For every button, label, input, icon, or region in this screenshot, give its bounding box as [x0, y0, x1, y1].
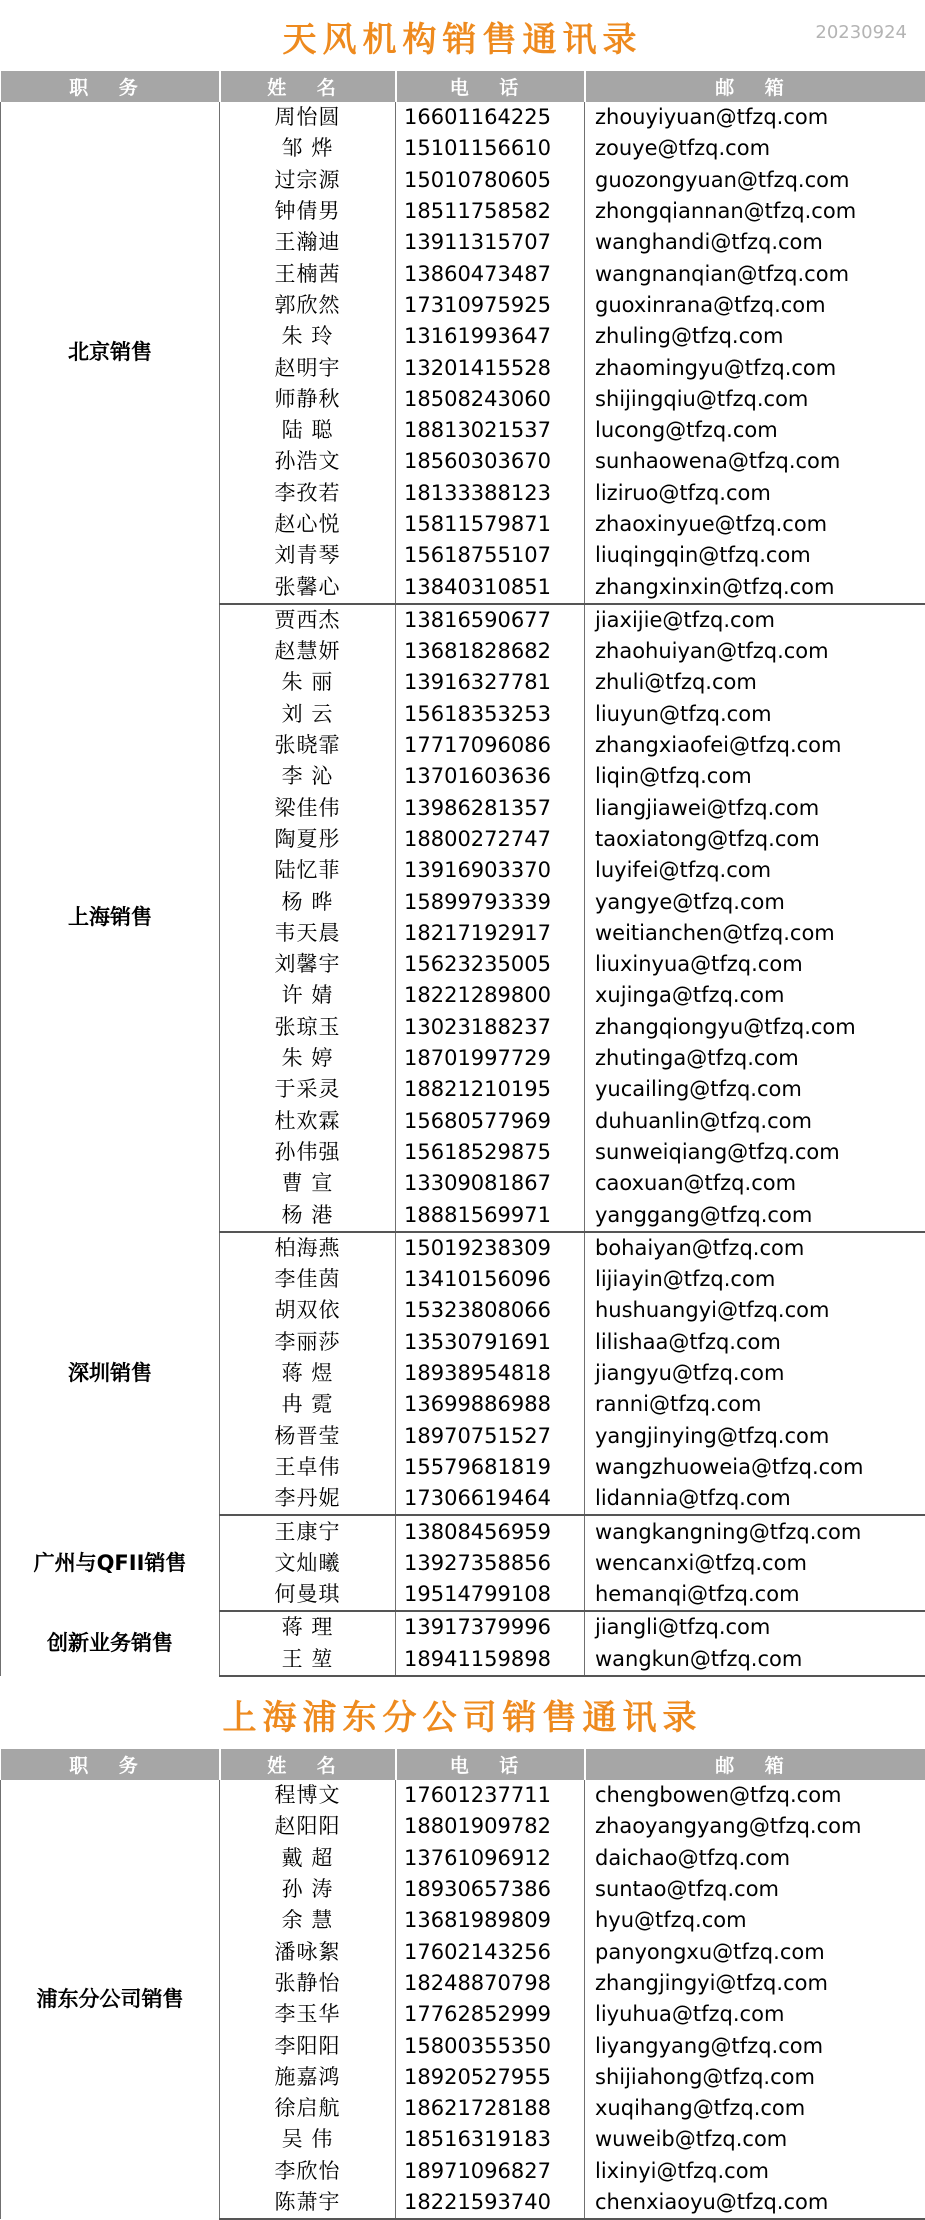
phone-cell[interactable]: 18511758582: [396, 196, 585, 227]
table-row: [1, 604, 925, 636]
name-cell: 贾西杰: [220, 604, 396, 636]
email-cell[interactable]: hemanqi@tfzq.com: [585, 1579, 925, 1611]
name-cell: 刘 云: [220, 699, 396, 730]
email-cell[interactable]: yucailing@tfzq.com: [585, 1074, 925, 1105]
phone-cell[interactable]: 18516319183: [396, 2124, 585, 2155]
region-cell: 北京销售: [1, 102, 220, 604]
email-cell[interactable]: bohaiyan@tfzq.com: [585, 1232, 925, 1264]
name-cell: 赵明宇: [220, 352, 396, 383]
name-cell: 朱 婷: [220, 1043, 396, 1074]
name-cell: 王瀚迪: [220, 227, 396, 258]
email-cell[interactable]: yanggang@tfzq.com: [585, 1199, 925, 1231]
phone-cell[interactable]: 13927358856: [396, 1548, 585, 1579]
email-cell[interactable]: lilishaa@tfzq.com: [585, 1327, 925, 1358]
name-cell: 柏海燕: [220, 1232, 396, 1264]
phone-cell[interactable]: 13699886988: [396, 1389, 585, 1420]
directory-body: [1, 102, 925, 1676]
name-cell: 孙 涛: [220, 1874, 396, 1905]
column-header-email: 邮 箱: [585, 71, 925, 102]
email-cell[interactable]: wangzhuoweia@tfzq.com: [585, 1452, 925, 1483]
phone-cell[interactable]: 13986281357: [396, 793, 585, 824]
phone-cell[interactable]: 15019238309: [396, 1232, 585, 1264]
phone-cell[interactable]: 18621728188: [396, 2093, 585, 2124]
name-cell: 李丽莎: [220, 1327, 396, 1358]
name-cell: 陆忆菲: [220, 855, 396, 886]
name-cell: 蒋 理: [220, 1611, 396, 1643]
name-cell: 李玉华: [220, 1999, 396, 2030]
name-cell: 张琼玉: [220, 1012, 396, 1043]
name-cell: 张静怡: [220, 1968, 396, 1999]
region-cell: 浦东分公司销售: [1, 1780, 220, 2219]
email-cell[interactable]: zhaoxinyue@tfzq.com: [585, 509, 925, 540]
email-cell[interactable]: lijiayin@tfzq.com: [585, 1264, 925, 1295]
name-cell: 刘青琴: [220, 540, 396, 571]
phone-cell[interactable]: 18821210195: [396, 1074, 585, 1105]
phone-cell[interactable]: 18938954818: [396, 1358, 585, 1389]
name-cell: 赵慧妍: [220, 636, 396, 667]
name-cell: 余 慧: [220, 1905, 396, 1936]
phone-cell[interactable]: 17306619464: [396, 1483, 585, 1515]
email-cell[interactable]: shijiahong@tfzq.com: [585, 2062, 925, 2093]
email-cell[interactable]: zhangjingyi@tfzq.com: [585, 1968, 925, 1999]
main-directory-table: [0, 71, 925, 1677]
name-cell: 李孜若: [220, 478, 396, 509]
phone-cell[interactable]: 15623235005: [396, 949, 585, 980]
email-cell[interactable]: zhangxinxin@tfzq.com: [585, 571, 925, 603]
email-cell[interactable]: yangye@tfzq.com: [585, 886, 925, 917]
name-cell: 孙浩文: [220, 446, 396, 477]
email-cell[interactable]: suntao@tfzq.com: [585, 1874, 925, 1905]
phone-cell[interactable]: 13530791691: [396, 1327, 585, 1358]
email-cell[interactable]: luyifei@tfzq.com: [585, 855, 925, 886]
phone-cell[interactable]: 15618755107: [396, 540, 585, 571]
name-cell: 李 沁: [220, 761, 396, 792]
email-cell[interactable]: liqin@tfzq.com: [585, 761, 925, 792]
phone-cell[interactable]: 18221289800: [396, 980, 585, 1011]
email-cell[interactable]: xujinga@tfzq.com: [585, 980, 925, 1011]
phone-cell[interactable]: 18920527955: [396, 2062, 585, 2093]
email-cell[interactable]: zhaohuiyan@tfzq.com: [585, 636, 925, 667]
column-header-position: 职 务: [1, 1749, 220, 1780]
name-cell: 于采灵: [220, 1074, 396, 1105]
email-cell[interactable]: liziruo@tfzq.com: [585, 478, 925, 509]
email-cell[interactable]: zouye@tfzq.com: [585, 133, 925, 164]
email-cell[interactable]: weitianchen@tfzq.com: [585, 918, 925, 949]
pudong-directory-table: [0, 1749, 925, 2220]
name-cell: 孙伟强: [220, 1137, 396, 1168]
email-cell[interactable]: wuweib@tfzq.com: [585, 2124, 925, 2155]
phone-cell[interactable]: 18248870798: [396, 1968, 585, 1999]
name-cell: 杨 港: [220, 1199, 396, 1231]
phone-cell[interactable]: 18133388123: [396, 478, 585, 509]
directory-date: 20230924: [815, 22, 907, 43]
phone-cell[interactable]: 13681989809: [396, 1905, 585, 1936]
email-cell[interactable]: jiangyu@tfzq.com: [585, 1358, 925, 1389]
name-cell: 赵阳阳: [220, 1811, 396, 1842]
name-cell: 徐启航: [220, 2093, 396, 2124]
name-cell: 张晓霏: [220, 730, 396, 761]
email-cell[interactable]: zhaomingyu@tfzq.com: [585, 352, 925, 383]
name-cell: 冉 霓: [220, 1389, 396, 1420]
region-cell: 创新业务销售: [1, 1611, 220, 1676]
phone-cell[interactable]: 13410156096: [396, 1264, 585, 1295]
phone-cell[interactable]: 15323808066: [396, 1295, 585, 1326]
phone-cell[interactable]: 18881569971: [396, 1199, 585, 1231]
email-cell[interactable]: daichao@tfzq.com: [585, 1843, 925, 1874]
phone-cell[interactable]: 18813021537: [396, 415, 585, 446]
email-cell[interactable]: lixinyi@tfzq.com: [585, 2156, 925, 2187]
name-cell: 陆 聪: [220, 415, 396, 446]
email-cell[interactable]: panyongxu@tfzq.com: [585, 1936, 925, 1967]
name-cell: 周怡圆: [220, 102, 396, 133]
email-cell[interactable]: liuqingqin@tfzq.com: [585, 540, 925, 571]
email-cell[interactable]: wangnanqian@tfzq.com: [585, 258, 925, 289]
name-cell: 过宗源: [220, 165, 396, 196]
phone-cell[interactable]: 13840310851: [396, 571, 585, 603]
name-cell: 李欣怡: [220, 2156, 396, 2187]
phone-cell[interactable]: 13161993647: [396, 321, 585, 352]
phone-cell[interactable]: 18971096827: [396, 2156, 585, 2187]
table-row: [1, 1780, 925, 1811]
phone-cell[interactable]: 13816590677: [396, 604, 585, 636]
email-cell[interactable]: wangkangning@tfzq.com: [585, 1515, 925, 1547]
email-cell[interactable]: zhaoyangyang@tfzq.com: [585, 1811, 925, 1842]
phone-cell[interactable]: 13911315707: [396, 227, 585, 258]
header-row: [1, 1749, 925, 1780]
column-header-phone: 电 话: [396, 71, 585, 102]
phone-cell[interactable]: 17310975925: [396, 290, 585, 321]
email-cell[interactable]: ranni@tfzq.com: [585, 1389, 925, 1420]
email-cell[interactable]: liyangyang@tfzq.com: [585, 2030, 925, 2061]
email-cell[interactable]: taoxiatong@tfzq.com: [585, 824, 925, 855]
phone-cell[interactable]: 13701603636: [396, 761, 585, 792]
phone-cell[interactable]: 16601164225: [396, 102, 585, 133]
phone-cell[interactable]: 15800355350: [396, 2030, 585, 2061]
name-cell: 王卓伟: [220, 1452, 396, 1483]
name-cell: 梁佳伟: [220, 793, 396, 824]
name-cell: 李丹妮: [220, 1483, 396, 1515]
email-cell[interactable]: xuqihang@tfzq.com: [585, 2093, 925, 2124]
phone-cell[interactable]: 17717096086: [396, 730, 585, 761]
directory-title: 天风机构销售通讯录: [282, 20, 643, 60]
name-cell: 曹 宣: [220, 1168, 396, 1199]
email-cell[interactable]: lucong@tfzq.com: [585, 415, 925, 446]
phone-cell[interactable]: 18221593740: [396, 2187, 585, 2219]
email-cell[interactable]: lidannia@tfzq.com: [585, 1483, 925, 1515]
email-cell[interactable]: zhongqiannan@tfzq.com: [585, 196, 925, 227]
phone-cell[interactable]: 17762852999: [396, 1999, 585, 2030]
region-cell: 上海销售: [1, 604, 220, 1232]
phone-cell[interactable]: 17602143256: [396, 1936, 585, 1967]
name-cell: 程博文: [220, 1780, 396, 1811]
table-row: [1, 1232, 925, 1264]
email-cell[interactable]: liuyun@tfzq.com: [585, 699, 925, 730]
phone-cell[interactable]: 13681828682: [396, 636, 585, 667]
email-cell[interactable]: hushuangyi@tfzq.com: [585, 1295, 925, 1326]
name-cell: 杜欢霖: [220, 1106, 396, 1137]
email-cell[interactable]: zhangxiaofei@tfzq.com: [585, 730, 925, 761]
name-cell: 朱 玲: [220, 321, 396, 352]
name-cell: 刘馨宇: [220, 949, 396, 980]
phone-cell[interactable]: 13860473487: [396, 258, 585, 289]
region-cell: 广州与QFII销售: [1, 1515, 220, 1611]
email-cell[interactable]: yangjinying@tfzq.com: [585, 1420, 925, 1451]
phone-cell[interactable]: 15618353253: [396, 699, 585, 730]
column-header-phone: 电 话: [396, 1749, 585, 1780]
email-cell[interactable]: zhuli@tfzq.com: [585, 667, 925, 698]
phone-cell[interactable]: 15101156610: [396, 133, 585, 164]
column-header-name: 姓 名: [220, 71, 396, 102]
email-cell[interactable]: shijingqiu@tfzq.com: [585, 384, 925, 415]
phone-cell[interactable]: 15899793339: [396, 886, 585, 917]
name-cell: 潘咏絮: [220, 1936, 396, 1967]
phone-cell[interactable]: 18560303670: [396, 446, 585, 477]
name-cell: 施嘉鸿: [220, 2062, 396, 2093]
name-cell: 王康宁: [220, 1515, 396, 1547]
email-cell[interactable]: wangkun@tfzq.com: [585, 1644, 925, 1676]
phone-cell[interactable]: 13808456959: [396, 1515, 585, 1547]
email-cell[interactable]: zhouyiyuan@tfzq.com: [585, 102, 925, 133]
email-cell[interactable]: liangjiawei@tfzq.com: [585, 793, 925, 824]
name-cell: 郭欣然: [220, 290, 396, 321]
phone-cell[interactable]: 13201415528: [396, 352, 585, 383]
phone-cell[interactable]: 13917379996: [396, 1611, 585, 1643]
table-row: [1, 102, 925, 133]
email-cell[interactable]: chenxiaoyu@tfzq.com: [585, 2187, 925, 2219]
email-cell[interactable]: guoxinrana@tfzq.com: [585, 290, 925, 321]
name-cell: 陈萧宇: [220, 2187, 396, 2219]
column-header-name: 姓 名: [220, 1749, 396, 1780]
name-cell: 吴 伟: [220, 2124, 396, 2155]
email-cell[interactable]: liuxinyua@tfzq.com: [585, 949, 925, 980]
phone-cell[interactable]: 15680577969: [396, 1106, 585, 1137]
name-cell: 文灿曦: [220, 1548, 396, 1579]
name-cell: 钟倩男: [220, 196, 396, 227]
table-row: [1, 1611, 925, 1643]
phone-cell[interactable]: 13916327781: [396, 667, 585, 698]
name-cell: 胡双依: [220, 1295, 396, 1326]
email-cell[interactable]: wanghandi@tfzq.com: [585, 227, 925, 258]
email-cell[interactable]: sunhaowena@tfzq.com: [585, 446, 925, 477]
column-header-email: 邮 箱: [585, 1749, 925, 1780]
name-cell: 赵心悦: [220, 509, 396, 540]
name-cell: 朱 丽: [220, 667, 396, 698]
directory-body: [1, 1780, 925, 2219]
table-row: [1, 1515, 925, 1547]
phone-cell[interactable]: 18941159898: [396, 1644, 585, 1676]
name-cell: 杨晋莹: [220, 1420, 396, 1451]
name-cell: 师静秋: [220, 384, 396, 415]
phone-cell[interactable]: 15618529875: [396, 1137, 585, 1168]
column-header-position: 职 务: [1, 71, 220, 102]
name-cell: 许 婧: [220, 980, 396, 1011]
name-cell: 王楠茜: [220, 258, 396, 289]
phone-cell[interactable]: 13916903370: [396, 855, 585, 886]
email-cell[interactable]: sunweiqiang@tfzq.com: [585, 1137, 925, 1168]
phone-cell[interactable]: 18801909782: [396, 1811, 585, 1842]
phone-cell[interactable]: 18217192917: [396, 918, 585, 949]
pudong-title: 上海浦东分公司销售通讯录: [222, 1698, 703, 1738]
header-row: [1, 71, 925, 102]
email-cell[interactable]: guozongyuan@tfzq.com: [585, 165, 925, 196]
name-cell: 韦天晨: [220, 918, 396, 949]
name-cell: 张馨心: [220, 571, 396, 603]
phone-cell[interactable]: 19514799108: [396, 1579, 585, 1611]
email-cell[interactable]: wencanxi@tfzq.com: [585, 1548, 925, 1579]
email-cell[interactable]: zhuling@tfzq.com: [585, 321, 925, 352]
phone-cell[interactable]: 13023188237: [396, 1012, 585, 1043]
phone-cell[interactable]: 13761096912: [396, 1843, 585, 1874]
name-cell: 蒋 煜: [220, 1358, 396, 1389]
email-cell[interactable]: jiaxijie@tfzq.com: [585, 604, 925, 636]
email-cell[interactable]: hyu@tfzq.com: [585, 1905, 925, 1936]
email-cell[interactable]: duhuanlin@tfzq.com: [585, 1106, 925, 1137]
phone-cell[interactable]: 13309081867: [396, 1168, 585, 1199]
name-cell: 何曼琪: [220, 1579, 396, 1611]
phone-cell[interactable]: 15579681819: [396, 1452, 585, 1483]
email-cell[interactable]: jiangli@tfzq.com: [585, 1611, 925, 1643]
phone-cell[interactable]: 15010780605: [396, 165, 585, 196]
phone-cell[interactable]: 18970751527: [396, 1420, 585, 1451]
email-cell[interactable]: caoxuan@tfzq.com: [585, 1168, 925, 1199]
email-cell[interactable]: liyuhua@tfzq.com: [585, 1999, 925, 2030]
phone-cell[interactable]: 15811579871: [396, 509, 585, 540]
name-cell: 李阳阳: [220, 2030, 396, 2061]
email-cell[interactable]: zhutinga@tfzq.com: [585, 1043, 925, 1074]
phone-cell[interactable]: 18800272747: [396, 824, 585, 855]
name-cell: 陶夏彤: [220, 824, 396, 855]
email-cell[interactable]: zhangqiongyu@tfzq.com: [585, 1012, 925, 1043]
name-cell: 王 堃: [220, 1644, 396, 1676]
name-cell: 戴 超: [220, 1843, 396, 1874]
phone-cell[interactable]: 18930657386: [396, 1874, 585, 1905]
phone-cell[interactable]: 18508243060: [396, 384, 585, 415]
name-cell: 邹 烨: [220, 133, 396, 164]
phone-cell[interactable]: 17601237711: [396, 1780, 585, 1811]
region-cell: 深圳销售: [1, 1232, 220, 1516]
name-cell: 李佳茵: [220, 1264, 396, 1295]
email-cell[interactable]: chengbowen@tfzq.com: [585, 1780, 925, 1811]
phone-cell[interactable]: 18701997729: [396, 1043, 585, 1074]
name-cell: 杨 晔: [220, 886, 396, 917]
